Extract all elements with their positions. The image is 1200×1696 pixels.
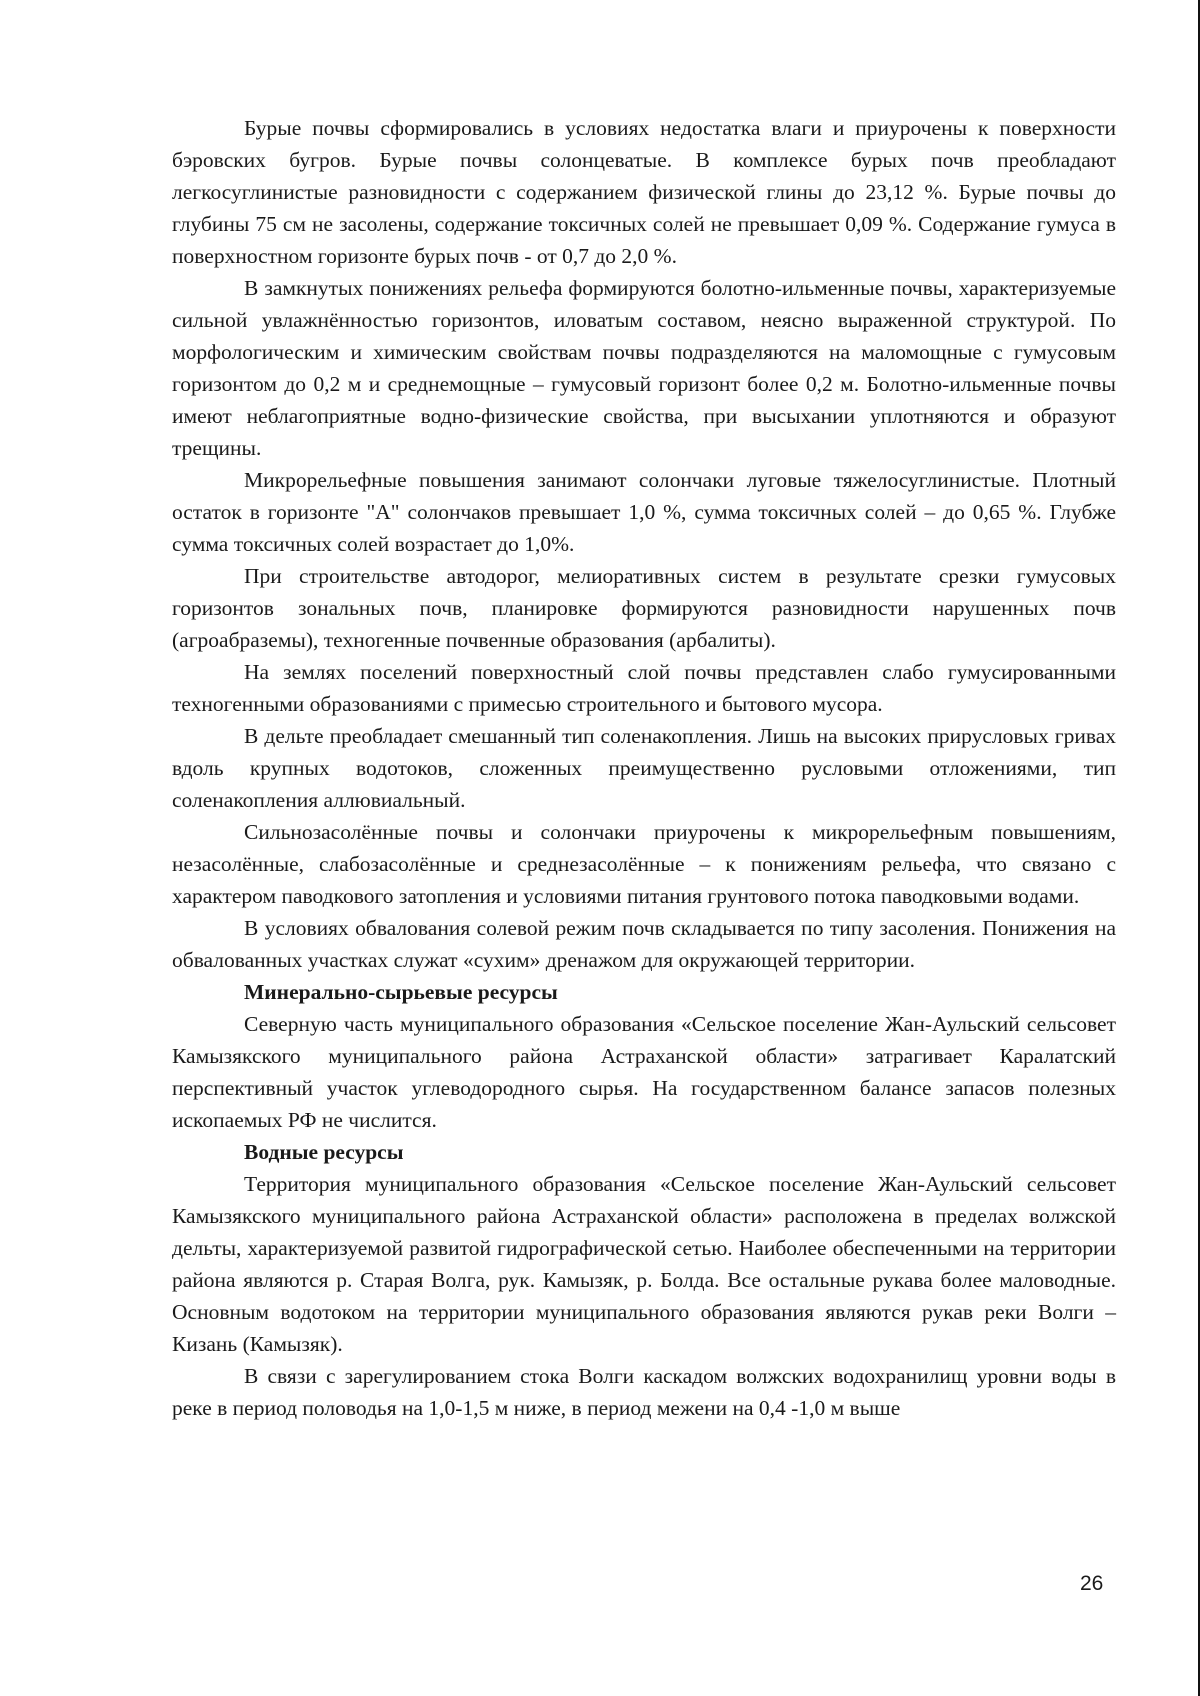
paragraph-mineral-resources: Северную часть муниципального образования «Сельское поселение Жан-Аульский сельсовет Камызякского муниципального района Астраханской области» затрагивает Каралатский перспективный участок углеводородного сырья. На государственном балансе запасов полезных ископаемых РФ не числится. bbox=[172, 1012, 1116, 1132]
paragraph-solonchaks: Микрорельефные повышения занимают солончаки луговые тяжелосуглинистые. Плотный остаток в горизонте "А" солончаков превышает 1,0 %, сумма токсичных солей – до 0,65 %. Глубже сумма токсичных солей возрастает до 1,0%. bbox=[172, 468, 1116, 556]
paragraph-disturbed-soils: При строительстве автодорог, мелиоративных систем в результате срезки гумусовых горизонтов зональных почв, планировке формируются разновидности нарушенных почв (агроабраземы), техногенные почвенные образования (арбалиты). bbox=[172, 564, 1116, 652]
paragraph-water-territory: Территория муниципального образования «Сельское поселение Жан-Аульский сельсовет Камызякского муниципального района Астраханской области» расположена в пределах волжской дельты, характеризуемой развитой гидрографической сетью. Наиболее обеспеченными на территории района являются р. Старая Волга, рук. Камызяк, р. Болда. Все остальные рукава более маловодные. Основным водотоком на территории муниципального образования являются рукав реки Волги – Кизань (Камызяк). bbox=[172, 1172, 1116, 1356]
paragraph-embankment: В условиях обвалования солевой режим почв складывается по типу засоления. Понижения на обвалованных участках служат «сухим» дренажом для окружающей территории. bbox=[172, 916, 1116, 972]
heading-mineral-resources: Минерально-сырьевые ресурсы bbox=[244, 980, 558, 1004]
page-body bbox=[172, 112, 1116, 1424]
paragraph-settlement-soils: На землях поселений поверхностный слой почвы представлен слабо гумусированными техногенными образованиями с примесью строительного и бытового мусора. bbox=[172, 660, 1116, 716]
paragraph-salinity-relief: Сильнозасолённые почвы и солончаки приурочены к микрорельефным повышениям, незасолённые, слабозасолённые и среднезасолённые – к понижениям рельефа, что связано с характером паводкового затопления и условиями питания грунтового потока паводковыми водами. bbox=[172, 820, 1116, 908]
paragraph-water-levels: В связи с зарегулированием стока Волги каскадом волжских водохранилищ уровни воды в реке в период половодья на 1,0-1,5 м ниже, в период межени на 0,4 -1,0 м выше bbox=[172, 1364, 1116, 1420]
paragraph-bog-soils: В замкнутых понижениях рельефа формируются болотно-ильменные почвы, характеризуемые сильной увлажнённостью горизонтов, иловатым составом, неясно выраженной структурой. По морфологическим и химическим свойствам почвы подразделяются на маломощные с гумусовым горизонтом до 0,2 м и среднемощные – гумусовый горизонт более 0,2 м. Болотно-ильменные почвы имеют неблагоприятные водно-физические свойства, при высыхании уплотняются и образуют трещины. bbox=[172, 276, 1116, 460]
paragraph-salt-accumulation: В дельте преобладает смешанный тип соленакопления. Лишь на высоких прирусловых гривах вдоль крупных водотоков, сложенных преимущественно русловыми отложениями, тип соленакопления аллювиальный. bbox=[172, 724, 1116, 812]
page-number: 26 bbox=[1080, 1572, 1104, 1595]
heading-water-resources: Водные ресурсы bbox=[244, 1140, 404, 1164]
paragraph-brown-soils: Бурые почвы сформировались в условиях недостатка влаги и приурочены к поверхности бэровских бугров. Бурые почвы солонцеватые. В комплексе бурых почв преобладают легкосуглинистые разновидности с содержанием физической глины до 23,12 %. Бурые почвы до глубины 75 см не засолены, содержание токсичных солей не превышает 0,09 %. Содержание гумуса в поверхностном горизонте бурых почв - от 0,7 до 2,0 %. bbox=[172, 116, 1116, 268]
